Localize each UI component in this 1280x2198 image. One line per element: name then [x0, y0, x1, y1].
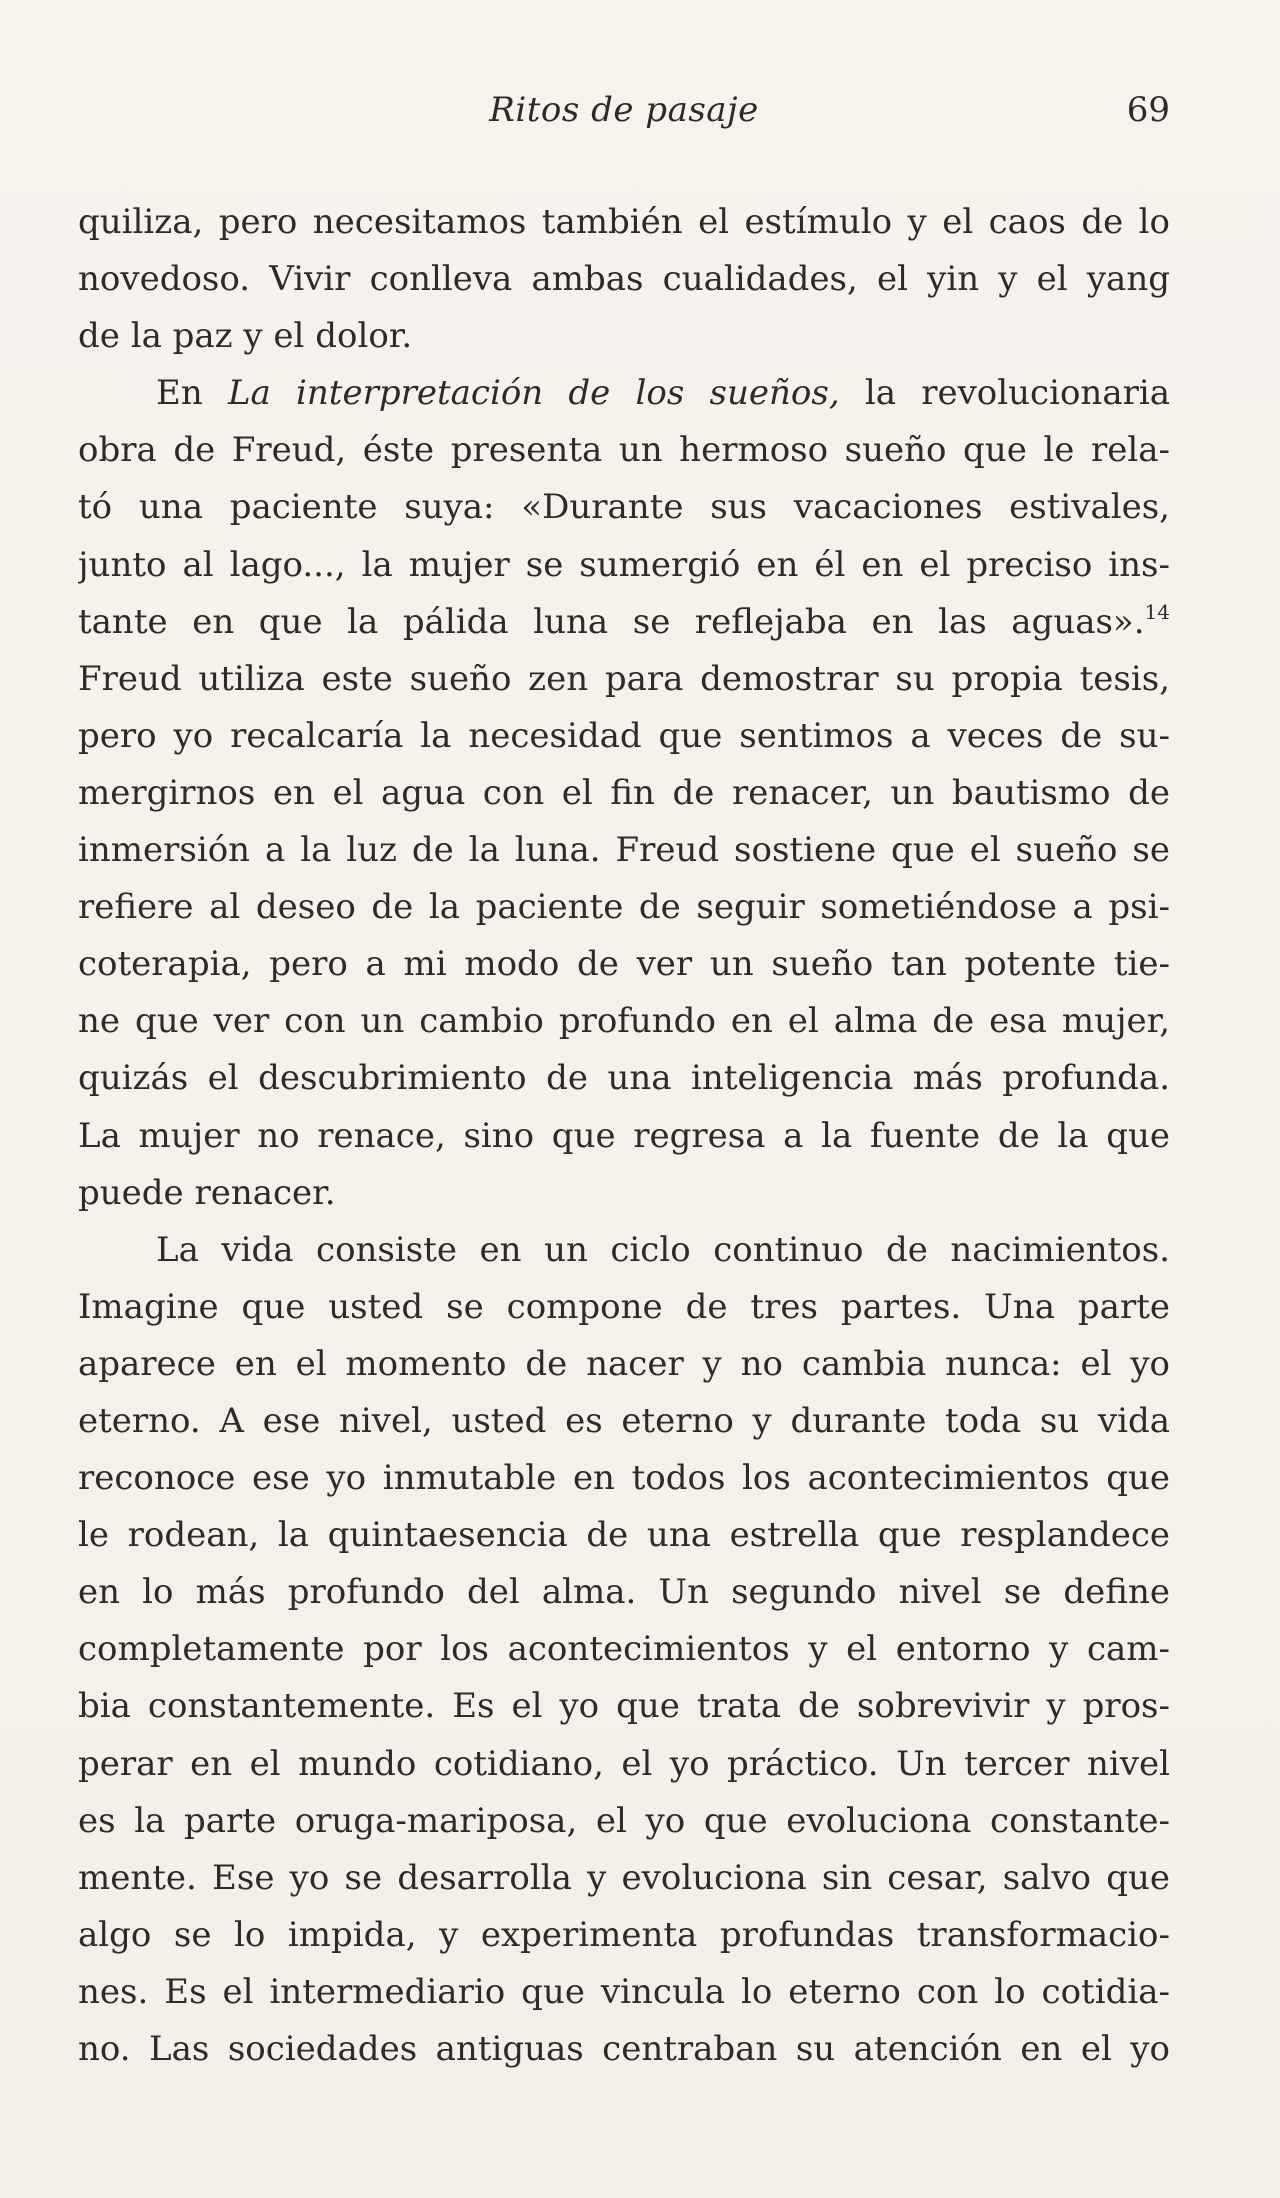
running-title: Ritos de pasaje	[489, 90, 759, 130]
text-line: no. Las sociedades antiguas centraban su atención en el yo	[78, 2029, 1170, 2069]
text-line: inmersión a la luz de la luna. Freud sostiene que el sueño se	[78, 830, 1170, 871]
text-line	[78, 594, 1170, 651]
body-text	[78, 194, 1170, 2078]
footnote-marker: 14	[1144, 599, 1170, 624]
text-line: es la parte oruga-mariposa, el yo que evoluciona constante-	[78, 1800, 1170, 1841]
text-line: La vida consiste en un ciclo continuo de nacimientos.	[156, 1229, 1170, 1270]
page-number: 69	[1126, 90, 1170, 130]
text-line: junto al lago..., la mujer se sumergió en él en el preciso ins-	[78, 544, 1170, 585]
text-line: algo se lo impida, y experimenta profundas transformacio-	[78, 1914, 1170, 1955]
text-line: mente. Ese yo se desarrolla y evoluciona sin cesar, salvo que	[78, 1857, 1170, 1898]
text-line: refiere al deseo de la paciente de seguir sometiéndose a psi-	[78, 887, 1170, 928]
line-text: tante en que la pálida luna se reflejaba en las aguas».	[78, 601, 1145, 642]
text-line: nes. Es el intermediario que vincula lo eterno con lo cotidia-	[78, 1971, 1170, 2012]
text-line: perar en el mundo cotidiano, el yo práctico. Un tercer nivel	[78, 1743, 1170, 1784]
text-line: quiliza, pero necesitamos también el estímulo y el caos de lo	[78, 202, 1170, 242]
text-line: tó una paciente suya: «Durante sus vacaciones estivales,	[78, 487, 1170, 528]
text-line: reconoce ese yo inmutable en todos los acontecimientos que	[78, 1458, 1170, 1499]
text-line: coterapia, pero a mi modo de ver un sueño tan potente tie-	[78, 944, 1170, 985]
text-line: bia constantemente. Es el yo que trata de sobrevivir y pros-	[78, 1686, 1170, 1727]
text-line: Imagine que usted se compone de tres partes. Una parte	[78, 1286, 1170, 1327]
text-line: quizás el descubrimiento de una inteligencia más profunda.	[78, 1058, 1170, 1099]
text-line: puede renacer.	[78, 1172, 336, 1213]
text-line: novedoso. Vivir conlleva ambas cualidades, el yin y el yang	[78, 259, 1170, 300]
text-line: La mujer no renace, sino que regresa a la fuente de la que	[78, 1115, 1170, 1156]
text-line: ne que ver con un cambio profundo en el alma de esa mujer,	[78, 1001, 1170, 1042]
text-line: aparece en el momento de nacer y no cambia nunca: el yo	[78, 1343, 1170, 1384]
running-header	[78, 80, 1170, 140]
text-line: de la paz y el dolor.	[78, 316, 413, 357]
text-line: mergirnos en el agua con el fin de renacer, un bautismo de	[78, 772, 1170, 813]
line-text: la revolucionaria	[864, 373, 1170, 414]
text-line: le rodean, la quintaesencia de una estrella que resplandece	[78, 1515, 1170, 1556]
text-line: Freud utiliza este sueño zen para demostrar su propia tesis,	[78, 658, 1170, 699]
book-title: La interpretación de los sueños,	[227, 373, 840, 414]
text-line: obra de Freud, éste presenta un hermoso sueño que le rela-	[78, 430, 1170, 471]
text-line	[78, 365, 1170, 422]
text-line: eterno. A ese nivel, usted es eterno y durante toda su vida	[78, 1400, 1170, 1441]
text-line: pero yo recalcaría la necesidad que sentimos a veces de su-	[78, 715, 1170, 756]
text-line: en lo más profundo del alma. Un segundo nivel se define	[78, 1572, 1170, 1613]
line-text: En	[156, 373, 203, 414]
text-line: completamente por los acontecimientos y el entorno y cam-	[78, 1629, 1170, 1670]
